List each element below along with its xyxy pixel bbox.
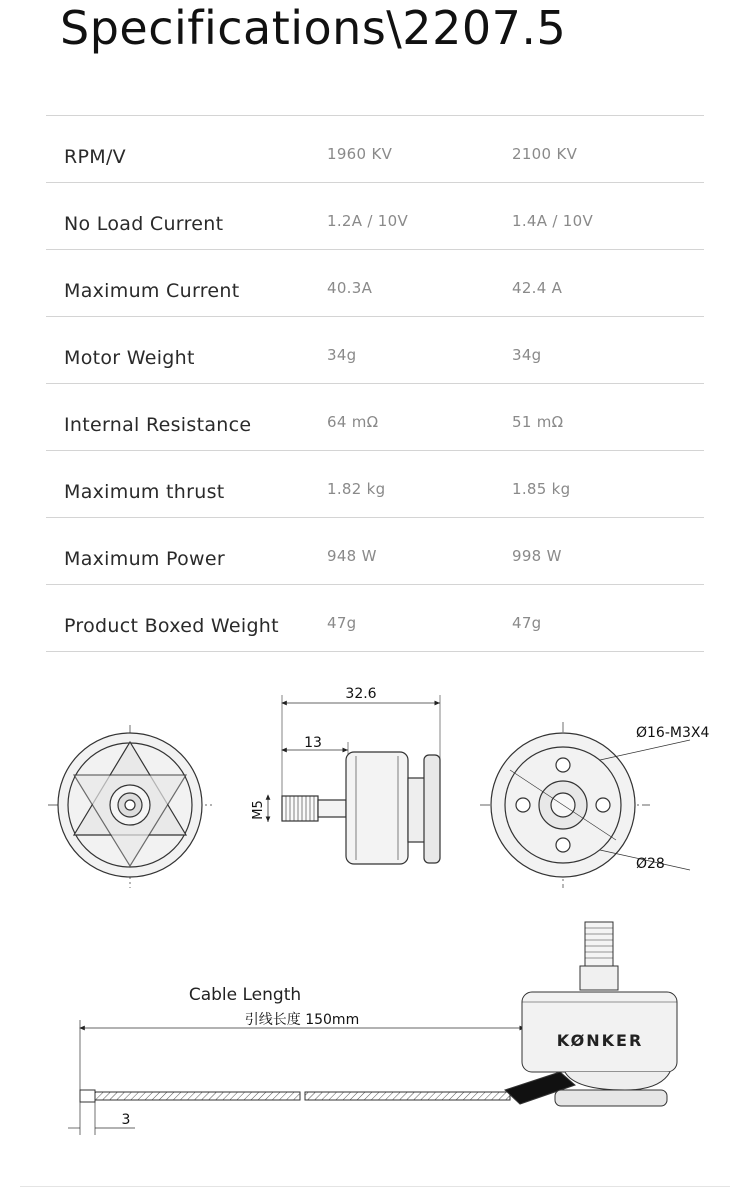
spec-value-1: 1.2A / 10V [327, 212, 409, 230]
spec-row-no-load-current [46, 182, 704, 249]
motor-dimension-drawing [0, 670, 750, 900]
dim-cable-end: 3 [121, 1112, 131, 1128]
spec-value-2: 2100 KV [512, 145, 578, 163]
spec-label: Internal Resistance [64, 414, 252, 436]
spec-label: Motor Weight [64, 347, 195, 369]
spec-value-1: 47g [327, 614, 357, 632]
spec-value-2: 51 mΩ [512, 413, 564, 431]
spec-row-motor-weight [46, 316, 704, 383]
spec-row-internal-resistance [46, 383, 704, 450]
spec-row-max-power [46, 517, 704, 584]
spec-value-1: 1960 KV [327, 145, 393, 163]
spec-row-boxed-weight [46, 584, 704, 652]
dim-diameter: Ø28 [636, 856, 665, 872]
spec-row-max-thrust [46, 450, 704, 517]
spec-value-1: 948 W [327, 547, 377, 565]
spec-value-2: 1.4A / 10V [512, 212, 594, 230]
spec-value-1: 34g [327, 346, 357, 364]
spec-value-2: 34g [512, 346, 542, 364]
brand-logo: KØNKER [556, 1031, 644, 1050]
spec-label: Maximum Current [64, 280, 240, 302]
motor-side-view [268, 695, 440, 864]
cable-label-en: Cable Length [188, 985, 302, 1005]
spec-value-2: 42.4 A [512, 279, 563, 297]
spec-label: Maximum thrust [64, 481, 225, 503]
spec-label: Product Boxed Weight [64, 615, 279, 637]
spec-value-2: 998 W [512, 547, 562, 565]
spec-row-rpm [46, 115, 704, 182]
dim-total-length: 32.6 [345, 686, 377, 702]
page-title: Specifications\2207.5 [60, 1, 567, 55]
dim-thread: M5 [251, 800, 266, 820]
spec-value-2: 1.85 kg [512, 480, 571, 498]
cable-length-drawing [0, 915, 750, 1145]
spec-label: Maximum Power [64, 548, 226, 570]
spec-row-max-current [46, 249, 704, 316]
bottom-divider [20, 1186, 730, 1187]
cable-label-cn: 引线长度 150mm [244, 1012, 360, 1028]
spec-value-1: 64 mΩ [327, 413, 379, 431]
dim-shaft-length: 13 [304, 735, 322, 751]
spec-label: No Load Current [64, 213, 224, 235]
spec-label: RPM/V [64, 146, 126, 168]
motor-top-view [48, 725, 212, 888]
spec-value-1: 1.82 kg [327, 480, 386, 498]
spec-table [46, 115, 704, 652]
spec-value-1: 40.3A [327, 279, 373, 297]
dim-mount-holes: Ø16-M3X4 [636, 725, 710, 741]
spec-value-2: 47g [512, 614, 542, 632]
